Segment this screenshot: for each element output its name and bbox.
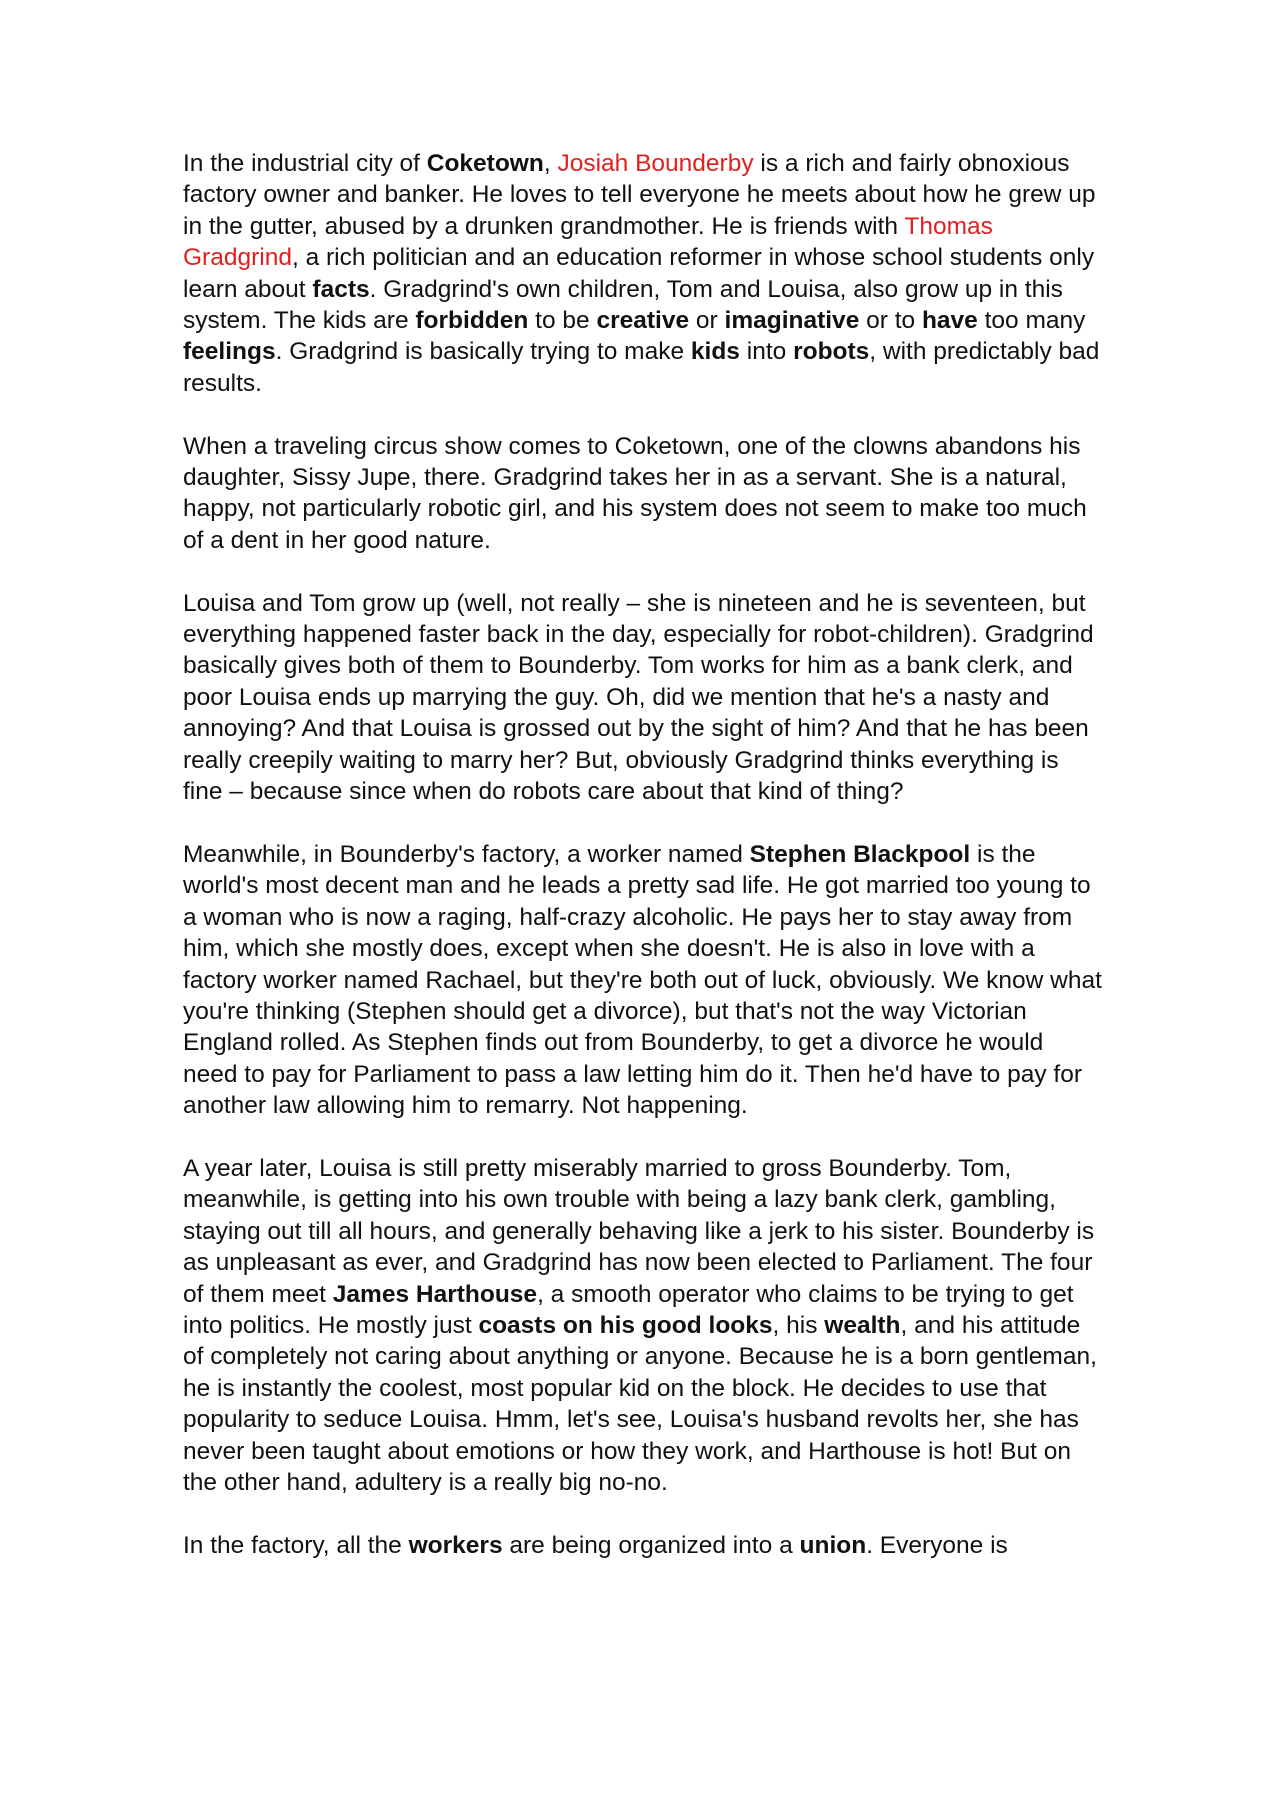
text-run: , his	[772, 1311, 825, 1339]
character-name-highlight: Thomas Gradgrind	[183, 212, 993, 272]
text-run: to be	[528, 307, 597, 335]
text-run: ,	[543, 150, 558, 177]
text-run: or to	[859, 307, 922, 335]
text-run: . Gradgrind's own children, Tom and Louisa, also grow up in this system. The kids are	[183, 275, 1063, 335]
text-run: is a rich and fairly obnoxious factory owner and banker. He loves to tell everyone he meets about how he grew up in the gutter, abused by a drunken grandmother. He is friends with	[183, 150, 1096, 240]
paragraph-4	[183, 839, 1103, 1122]
text-run: Meanwhile, in Bounderby's factory, a worker named	[183, 840, 750, 868]
text-run: , a rich politician and an education reformer in whose school students only learn about	[183, 244, 1095, 303]
paragraph-3	[183, 588, 1103, 808]
bold-term: robots	[793, 338, 870, 366]
text-run: , with predictably bad results.	[183, 338, 1100, 397]
bold-term: James Harthouse	[332, 1280, 538, 1308]
text-run: . Gradgrind is basically trying to make	[275, 338, 691, 366]
text-run: into	[739, 338, 794, 366]
paragraph-5	[183, 1153, 1103, 1498]
text-run: When a traveling circus show comes to Coketown, one of the clowns abandons his daughter, Sissy Jupe, there. Gradgrind takes her in as a servant. She is a natural, happy, not particularly robotic girl, and his system does not seem to make too much of a dent in her good nature.	[183, 432, 1087, 554]
document-page	[183, 148, 1103, 1593]
text-run: are being organized into a	[502, 1531, 800, 1559]
text-run: Louisa and Tom grow up (well, not really – she is nineteen and he is seventeen, but everything happened faster back in the day, especially for robot-children). Gradgrind basically gives both of them to Bounderby. Tom works for him as a bank clerk, and poor Louisa ends up marrying the guy. Oh, did we mention that he's a nasty and annoying? And that Louisa is grossed out by the sight of him? And that he has been really creepily waiting to marry her? But, obviously Gradgrind thinks everything is fine – because since when do robots care about that kind of thing?	[183, 589, 1094, 806]
text-run: A year later, Louisa is still pretty miserably married to gross Bounderby. Tom, meanwhile, is getting into his own trouble with being a lazy bank clerk, gambling, staying out till all hours, and generally behaving like a jerk to his sister. Bounderby is as unpleasant as ever, and Gradgrind has now been elected to Parliament. The four of them meet	[183, 1154, 1095, 1308]
bold-term: kids	[690, 338, 740, 366]
bold-term: have	[921, 307, 978, 335]
text-run: . Everyone is	[866, 1531, 1008, 1559]
paragraph-6	[183, 1530, 1103, 1561]
character-name-highlight: Josiah Bounderby	[557, 150, 754, 177]
bold-term: workers	[408, 1531, 503, 1559]
text-run: In the factory, all the	[183, 1531, 409, 1559]
bold-term: Coketown	[426, 150, 544, 177]
text-run: too many	[977, 307, 1086, 335]
bold-term: feelings	[183, 338, 276, 366]
text-run: or	[689, 307, 725, 335]
paragraph-1	[183, 148, 1103, 399]
bold-term: coasts on his good looks	[478, 1311, 773, 1339]
text-run: is the world's most decent man and he leads a pretty sad life. He got married too young to a woman who is now a raging, half-crazy alcoholic. He pays her to stay away from him, which she mostly does, except when she doesn't. He is also in love with a factory worker named Rachael, but they're both out of luck, obviously. We know what you're thinking (Stephen should get a divorce), but that's not the way Victorian England rolled. As Stephen finds out from Bounderby, to get a divorce he would need to pay for Parliament to pass a law letting him do it. Then he'd have to pay for another law allowing him to remarry. Not happening.	[183, 840, 1102, 1120]
bold-term: facts	[312, 275, 370, 303]
text-run: , a smooth operator who claims to be trying to get into politics. He mostly just	[183, 1280, 1074, 1339]
bold-term: creative	[596, 307, 690, 335]
paragraph-2	[183, 431, 1103, 557]
bold-term: wealth	[824, 1311, 901, 1339]
bold-term: Stephen Blackpool	[749, 840, 971, 868]
bold-term: forbidden	[415, 307, 529, 335]
text-run: In the industrial city of	[183, 150, 427, 177]
bold-term: union	[799, 1531, 867, 1559]
text-run: , and his attitude of completely not caring about anything or anyone. Because he is a born gentleman, he is instantly the coolest, most popular kid on the block. He decides to use that popularity to seduce Louisa. Hmm, let's see, Louisa's husband revolts her, she has never been taught about emotions or how they work, and Harthouse is hot! But on the other hand, adultery is a really big no-no.	[183, 1311, 1097, 1496]
bold-term: imaginative	[724, 307, 860, 335]
